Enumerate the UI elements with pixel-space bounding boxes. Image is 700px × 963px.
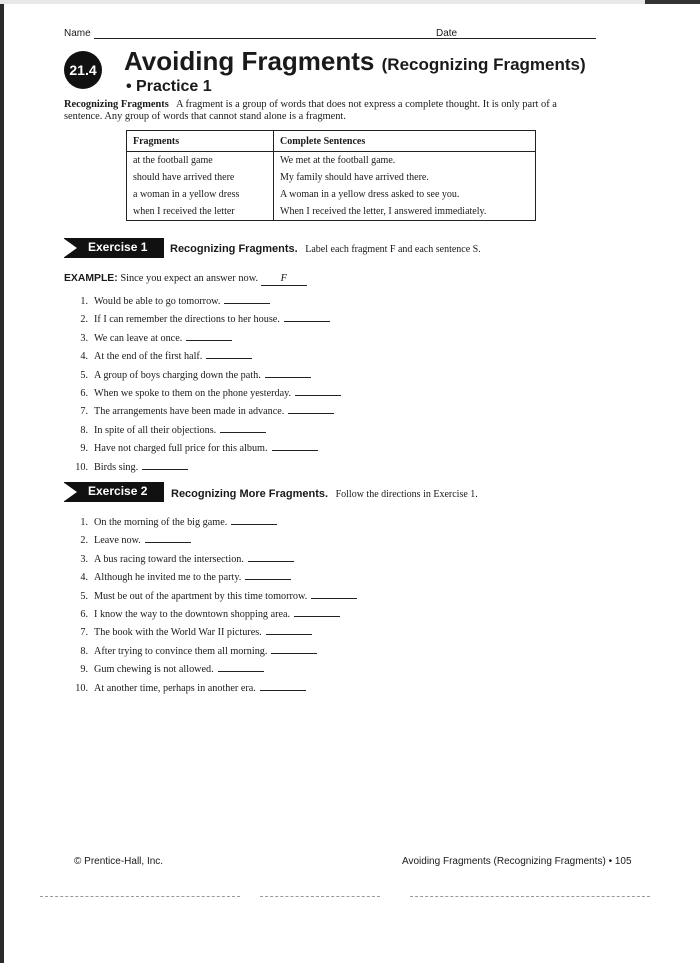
table-row bbox=[127, 186, 536, 203]
exercise-1-banner bbox=[64, 238, 164, 258]
scan-artifact-line bbox=[40, 895, 240, 897]
table-header-row bbox=[127, 131, 536, 152]
intro-heading: Recognizing Fragments bbox=[64, 99, 169, 110]
page-left-edge bbox=[0, 0, 4, 963]
item-number: 2. bbox=[80, 535, 88, 547]
list-item bbox=[64, 532, 191, 546]
scan-artifact-line bbox=[410, 895, 650, 897]
answer-blank[interactable] bbox=[266, 624, 312, 635]
answer-blank[interactable] bbox=[218, 661, 264, 672]
answer-blank[interactable] bbox=[284, 311, 330, 322]
item-text: Would be able to go tomorrow. bbox=[94, 296, 221, 307]
item-text: A bus racing toward the intersection. bbox=[94, 553, 244, 565]
fragment-cell: at the football game bbox=[127, 152, 274, 170]
list-item bbox=[64, 422, 266, 436]
item-text: The book with the World War II pictures. bbox=[94, 627, 262, 639]
answer-blank[interactable] bbox=[260, 680, 306, 691]
item-number: 10. bbox=[75, 461, 88, 473]
name-date-row bbox=[64, 28, 594, 42]
answer-blank[interactable] bbox=[311, 588, 357, 599]
list-item bbox=[64, 293, 270, 307]
answer-blank[interactable] bbox=[224, 293, 270, 304]
item-number: 5. bbox=[80, 590, 88, 602]
date-line[interactable] bbox=[456, 38, 596, 39]
page-title bbox=[124, 46, 586, 77]
sentence-cell: When I received the letter, I answered immediately. bbox=[280, 206, 487, 217]
list-item bbox=[64, 385, 341, 399]
copyright-text: © Prentice-Hall, Inc. bbox=[74, 856, 164, 867]
exercise-2-directions: Follow the directions in Exercise 1. bbox=[335, 489, 478, 500]
answer-blank[interactable] bbox=[272, 440, 318, 451]
table-row bbox=[127, 169, 536, 186]
intro-text: A fragment is a group of words that does not express a complete thought. It is only part of a sentence. Any group of words that cannot stand alone is a fragment. bbox=[64, 99, 557, 122]
item-text: In spite of all their objections. bbox=[94, 424, 217, 436]
item-text: After trying to convince them all morning. bbox=[94, 645, 268, 657]
item-text: Birds sing. bbox=[94, 461, 139, 473]
list-item bbox=[64, 330, 232, 344]
item-text: Have not charged full price for this album. bbox=[94, 443, 268, 455]
list-item bbox=[64, 440, 318, 454]
item-number: 5. bbox=[80, 369, 88, 381]
item-text: The arrangements have been made in advance. bbox=[94, 406, 285, 418]
answer-blank[interactable] bbox=[231, 514, 277, 525]
item-text: We can leave at once. bbox=[94, 332, 183, 344]
page-corner-shadow bbox=[645, 0, 700, 4]
list-item bbox=[64, 311, 330, 325]
item-number: 10. bbox=[75, 682, 88, 694]
item-number: 8. bbox=[80, 424, 88, 436]
answer-blank[interactable] bbox=[186, 330, 232, 341]
item-text: Must be out of the apartment by this time tomorrow. bbox=[94, 590, 308, 602]
fragment-cell: should have arrived there bbox=[127, 169, 274, 186]
scan-artifact-line bbox=[260, 895, 380, 897]
exercise-2-heading: Recognizing More Fragments. bbox=[171, 488, 329, 500]
page-top-edge bbox=[0, 0, 700, 4]
table-row bbox=[127, 203, 536, 221]
item-text: I know the way to the downtown shopping area. bbox=[94, 609, 291, 620]
answer-blank[interactable] bbox=[288, 403, 334, 414]
item-number: 9. bbox=[80, 664, 88, 676]
list-item bbox=[64, 606, 340, 620]
answer-blank[interactable] bbox=[271, 643, 317, 654]
name-line[interactable] bbox=[94, 38, 484, 39]
date-label: Date bbox=[436, 28, 458, 39]
lesson-number-badge: 21.4 bbox=[64, 51, 102, 89]
item-number: 7. bbox=[80, 406, 88, 418]
item-text: If I can remember the directions to her house. bbox=[94, 314, 280, 326]
exercise-1-directions: Label each fragment F and each sentence S. bbox=[305, 244, 481, 255]
title-subtitle: (Recognizing Fragments) bbox=[381, 55, 586, 74]
item-text: At the end of the first half. bbox=[94, 351, 203, 363]
exercise-2-title bbox=[171, 488, 478, 500]
sentence-cell: A woman in a yellow dress asked to see you. bbox=[280, 189, 460, 200]
item-number: 6. bbox=[80, 388, 88, 399]
list-item bbox=[64, 551, 294, 565]
fragments-table bbox=[126, 130, 536, 221]
list-item bbox=[64, 367, 311, 381]
list-item bbox=[64, 643, 317, 657]
item-text: At another time, perhaps in another era. bbox=[94, 682, 256, 694]
answer-blank[interactable] bbox=[294, 606, 340, 617]
list-item bbox=[64, 514, 277, 528]
sentence-cell: My family should have arrived there. bbox=[280, 172, 429, 183]
item-text: Leave now. bbox=[94, 535, 141, 547]
item-text: On the morning of the big game. bbox=[94, 517, 228, 528]
item-number: 1. bbox=[80, 296, 88, 307]
exercise-1-title bbox=[170, 243, 481, 255]
list-item bbox=[64, 459, 188, 473]
item-number: 1. bbox=[80, 517, 88, 528]
answer-blank[interactable] bbox=[295, 385, 341, 396]
list-item bbox=[64, 680, 306, 694]
list-item bbox=[64, 588, 357, 602]
exercise-1-heading: Recognizing Fragments. bbox=[170, 243, 298, 255]
answer-blank[interactable] bbox=[142, 459, 188, 470]
exercise-2-banner bbox=[64, 482, 164, 502]
exercise-1-label: Exercise 1 bbox=[88, 240, 148, 254]
practice-label: • Practice 1 bbox=[126, 78, 212, 95]
table-header-complete: Complete Sentences bbox=[274, 131, 536, 152]
answer-blank[interactable] bbox=[206, 348, 252, 359]
answer-blank[interactable] bbox=[265, 367, 311, 378]
name-label: Name bbox=[64, 28, 91, 39]
item-number: 3. bbox=[80, 332, 88, 344]
example-answer: F bbox=[261, 273, 307, 286]
list-item bbox=[64, 403, 334, 417]
table-row bbox=[127, 152, 536, 170]
example-text: Since you expect an answer now. bbox=[120, 273, 259, 284]
item-number: 4. bbox=[80, 572, 88, 584]
fragment-cell: a woman in a yellow dress bbox=[127, 186, 274, 203]
table-header-fragments: Fragments bbox=[127, 131, 274, 152]
exercise-2-label: Exercise 2 bbox=[88, 484, 148, 498]
page-footer-label: Avoiding Fragments (Recognizing Fragments) • 105 bbox=[402, 856, 632, 867]
item-number: 4. bbox=[80, 351, 88, 363]
example-label: EXAMPLE: bbox=[64, 273, 118, 284]
item-number: 6. bbox=[80, 609, 88, 620]
example-line bbox=[64, 273, 307, 286]
answer-blank[interactable] bbox=[220, 422, 266, 433]
item-number: 2. bbox=[80, 314, 88, 326]
answer-blank[interactable] bbox=[245, 569, 291, 580]
item-text: A group of boys charging down the path. bbox=[94, 369, 261, 381]
answer-blank[interactable] bbox=[248, 551, 294, 562]
answer-blank[interactable] bbox=[145, 532, 191, 543]
item-number: 8. bbox=[80, 645, 88, 657]
item-number: 3. bbox=[80, 553, 88, 565]
item-text: Although he invited me to the party. bbox=[94, 572, 242, 584]
list-item bbox=[64, 661, 264, 675]
item-number: 7. bbox=[80, 627, 88, 639]
title-main: Avoiding Fragments bbox=[124, 46, 375, 76]
list-item bbox=[64, 624, 312, 638]
list-item bbox=[64, 348, 252, 362]
item-number: 9. bbox=[80, 443, 88, 455]
fragment-cell: when I received the letter bbox=[127, 203, 274, 221]
sentence-cell: We met at the football game. bbox=[280, 155, 396, 166]
item-text: Gum chewing is not allowed. bbox=[94, 664, 214, 676]
list-item bbox=[64, 569, 291, 583]
item-text: When we spoke to them on the phone yesterday. bbox=[94, 388, 292, 399]
intro-paragraph bbox=[64, 99, 594, 123]
